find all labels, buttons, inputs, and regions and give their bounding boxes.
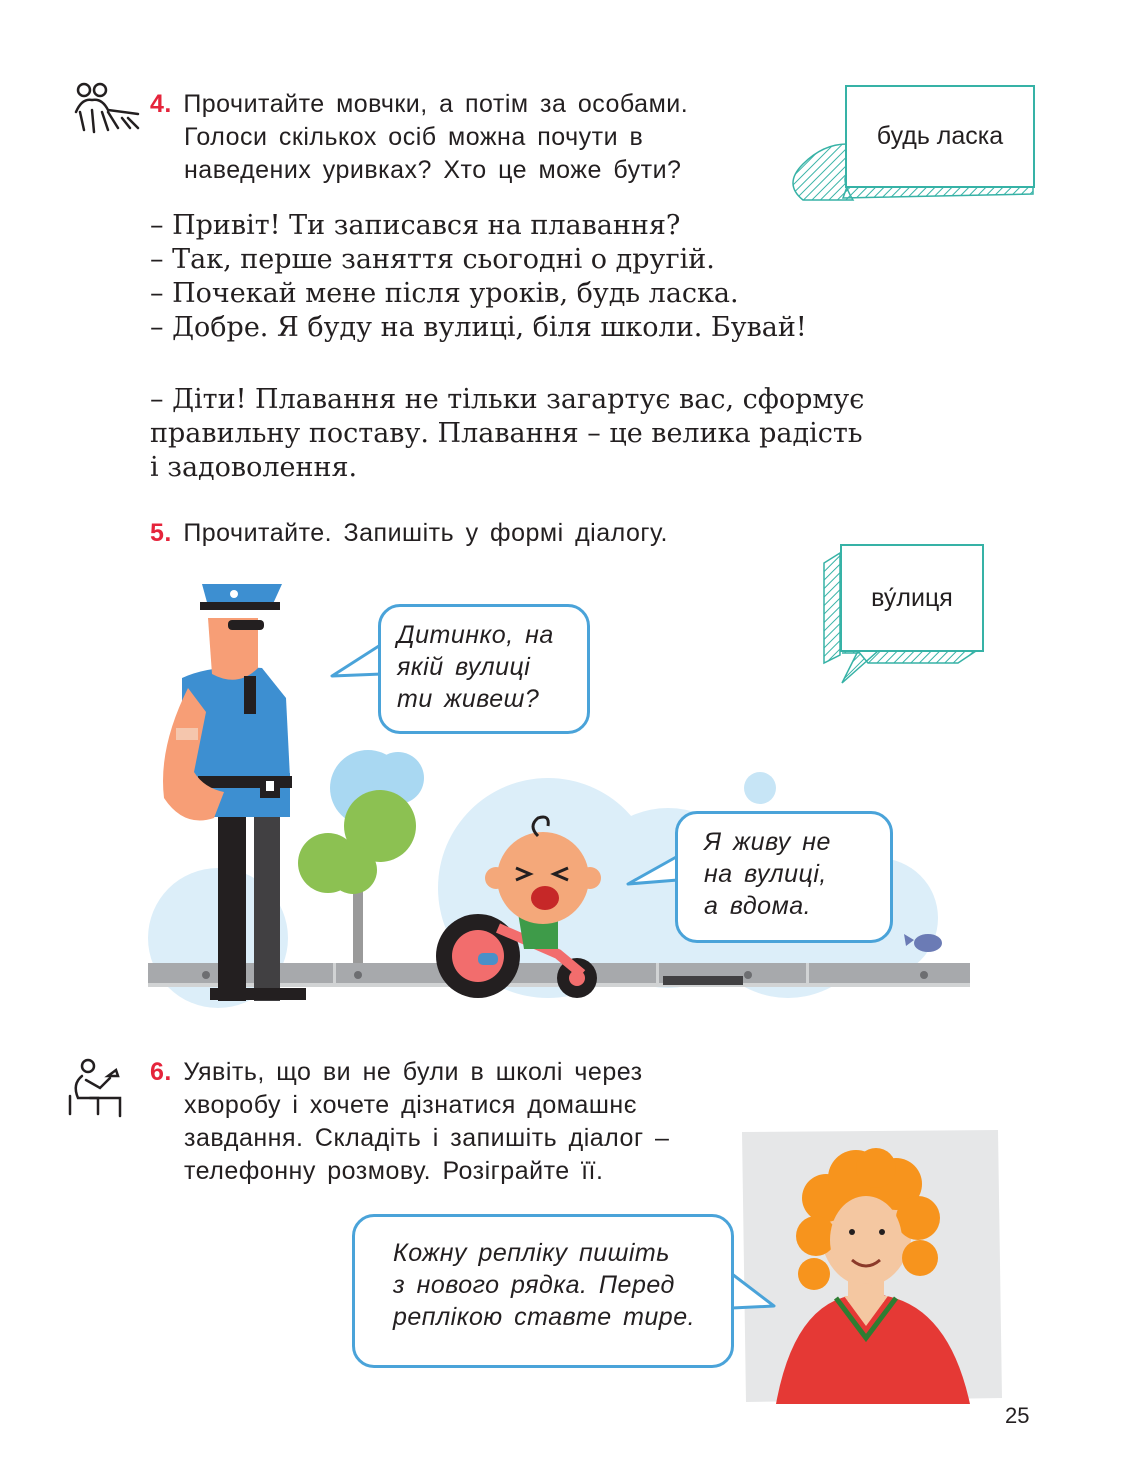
teacher-illustration xyxy=(736,1128,1004,1404)
writing-at-desk-icon xyxy=(68,1058,126,1118)
task-4-line-3: наведених уривках? Хто це може бути? xyxy=(184,156,682,184)
policeman-bubble-line: Дитинко, на xyxy=(397,621,554,649)
dialogue-1-line: – Привіт! Ти записався на плавання? xyxy=(150,210,681,241)
task-6-line-3: завдання. Складіть і запишіть діалог – xyxy=(184,1124,670,1152)
task-6-number: 6. xyxy=(150,1058,172,1086)
note-word-2: ву́лиця xyxy=(871,583,953,612)
reading-group-icon xyxy=(72,82,142,142)
dialogue-1-line: – Добре. Я буду на вулиці, біля школи. Бувай! xyxy=(150,312,807,343)
task-5 xyxy=(150,517,668,550)
task-4-line-2: Голоси скількох осіб можна почути в xyxy=(184,123,644,151)
dialogue-2 xyxy=(150,383,864,485)
dialogue-1-line: – Так, перше заняття сьогодні о другій. xyxy=(150,244,715,275)
dialogue-2-line: правильну поставу. Плавання – це велика радість xyxy=(150,418,863,449)
task-5-text: Прочитайте. Запишіть у формі діалогу. xyxy=(183,519,668,547)
dialogue-2-line: і задоволення. xyxy=(150,452,358,483)
policeman-bubble-line: якій вулиці xyxy=(397,653,531,681)
policeman-bubble-line: ти живеш? xyxy=(397,685,540,713)
child-bubble-line: на вулиці, xyxy=(704,860,827,888)
task-4-number: 4. xyxy=(150,90,172,118)
child-speech-bubble xyxy=(675,811,893,943)
policeman-speech-bubble xyxy=(378,604,590,734)
teacher-bubble-line: з нового рядка. Перед xyxy=(393,1271,675,1299)
dialogue-1 xyxy=(150,209,807,345)
task-4 xyxy=(150,88,790,187)
teacher-bubble-line: Кожну репліку пишіть xyxy=(393,1239,670,1267)
task-6 xyxy=(150,1056,750,1188)
task-6-line-1: Уявіть, що ви не були в школі через xyxy=(183,1058,643,1086)
teacher-speech-bubble xyxy=(352,1214,734,1368)
child-bubble-line: Я живу не xyxy=(704,828,831,856)
task-6-line-4: телефонну розмову. Розіграйте її. xyxy=(184,1157,604,1185)
child-bubble-tail xyxy=(626,852,682,892)
teacher-bubble-tail xyxy=(728,1268,778,1318)
task-5-number: 5. xyxy=(150,519,172,547)
teacher-bubble-line: реплікою ставте тире. xyxy=(393,1303,696,1331)
page-number: 25 xyxy=(1005,1403,1030,1428)
note-card-budlaska xyxy=(845,85,1035,188)
note-word-1: будь ласка xyxy=(876,122,1004,150)
task-4-line-1: Прочитайте мовчки, а потім за особами. xyxy=(183,90,689,118)
dialogue-2-line: – Діти! Плавання не тільки загартує вас, сформує xyxy=(150,384,865,415)
dialogue-1-line: – Почекай мене після уроків, будь ласка. xyxy=(150,278,739,309)
child-bubble-line: а вдома. xyxy=(704,892,812,920)
task-6-line-2: хворобу і хочете дізнатися домашнє xyxy=(184,1091,637,1119)
